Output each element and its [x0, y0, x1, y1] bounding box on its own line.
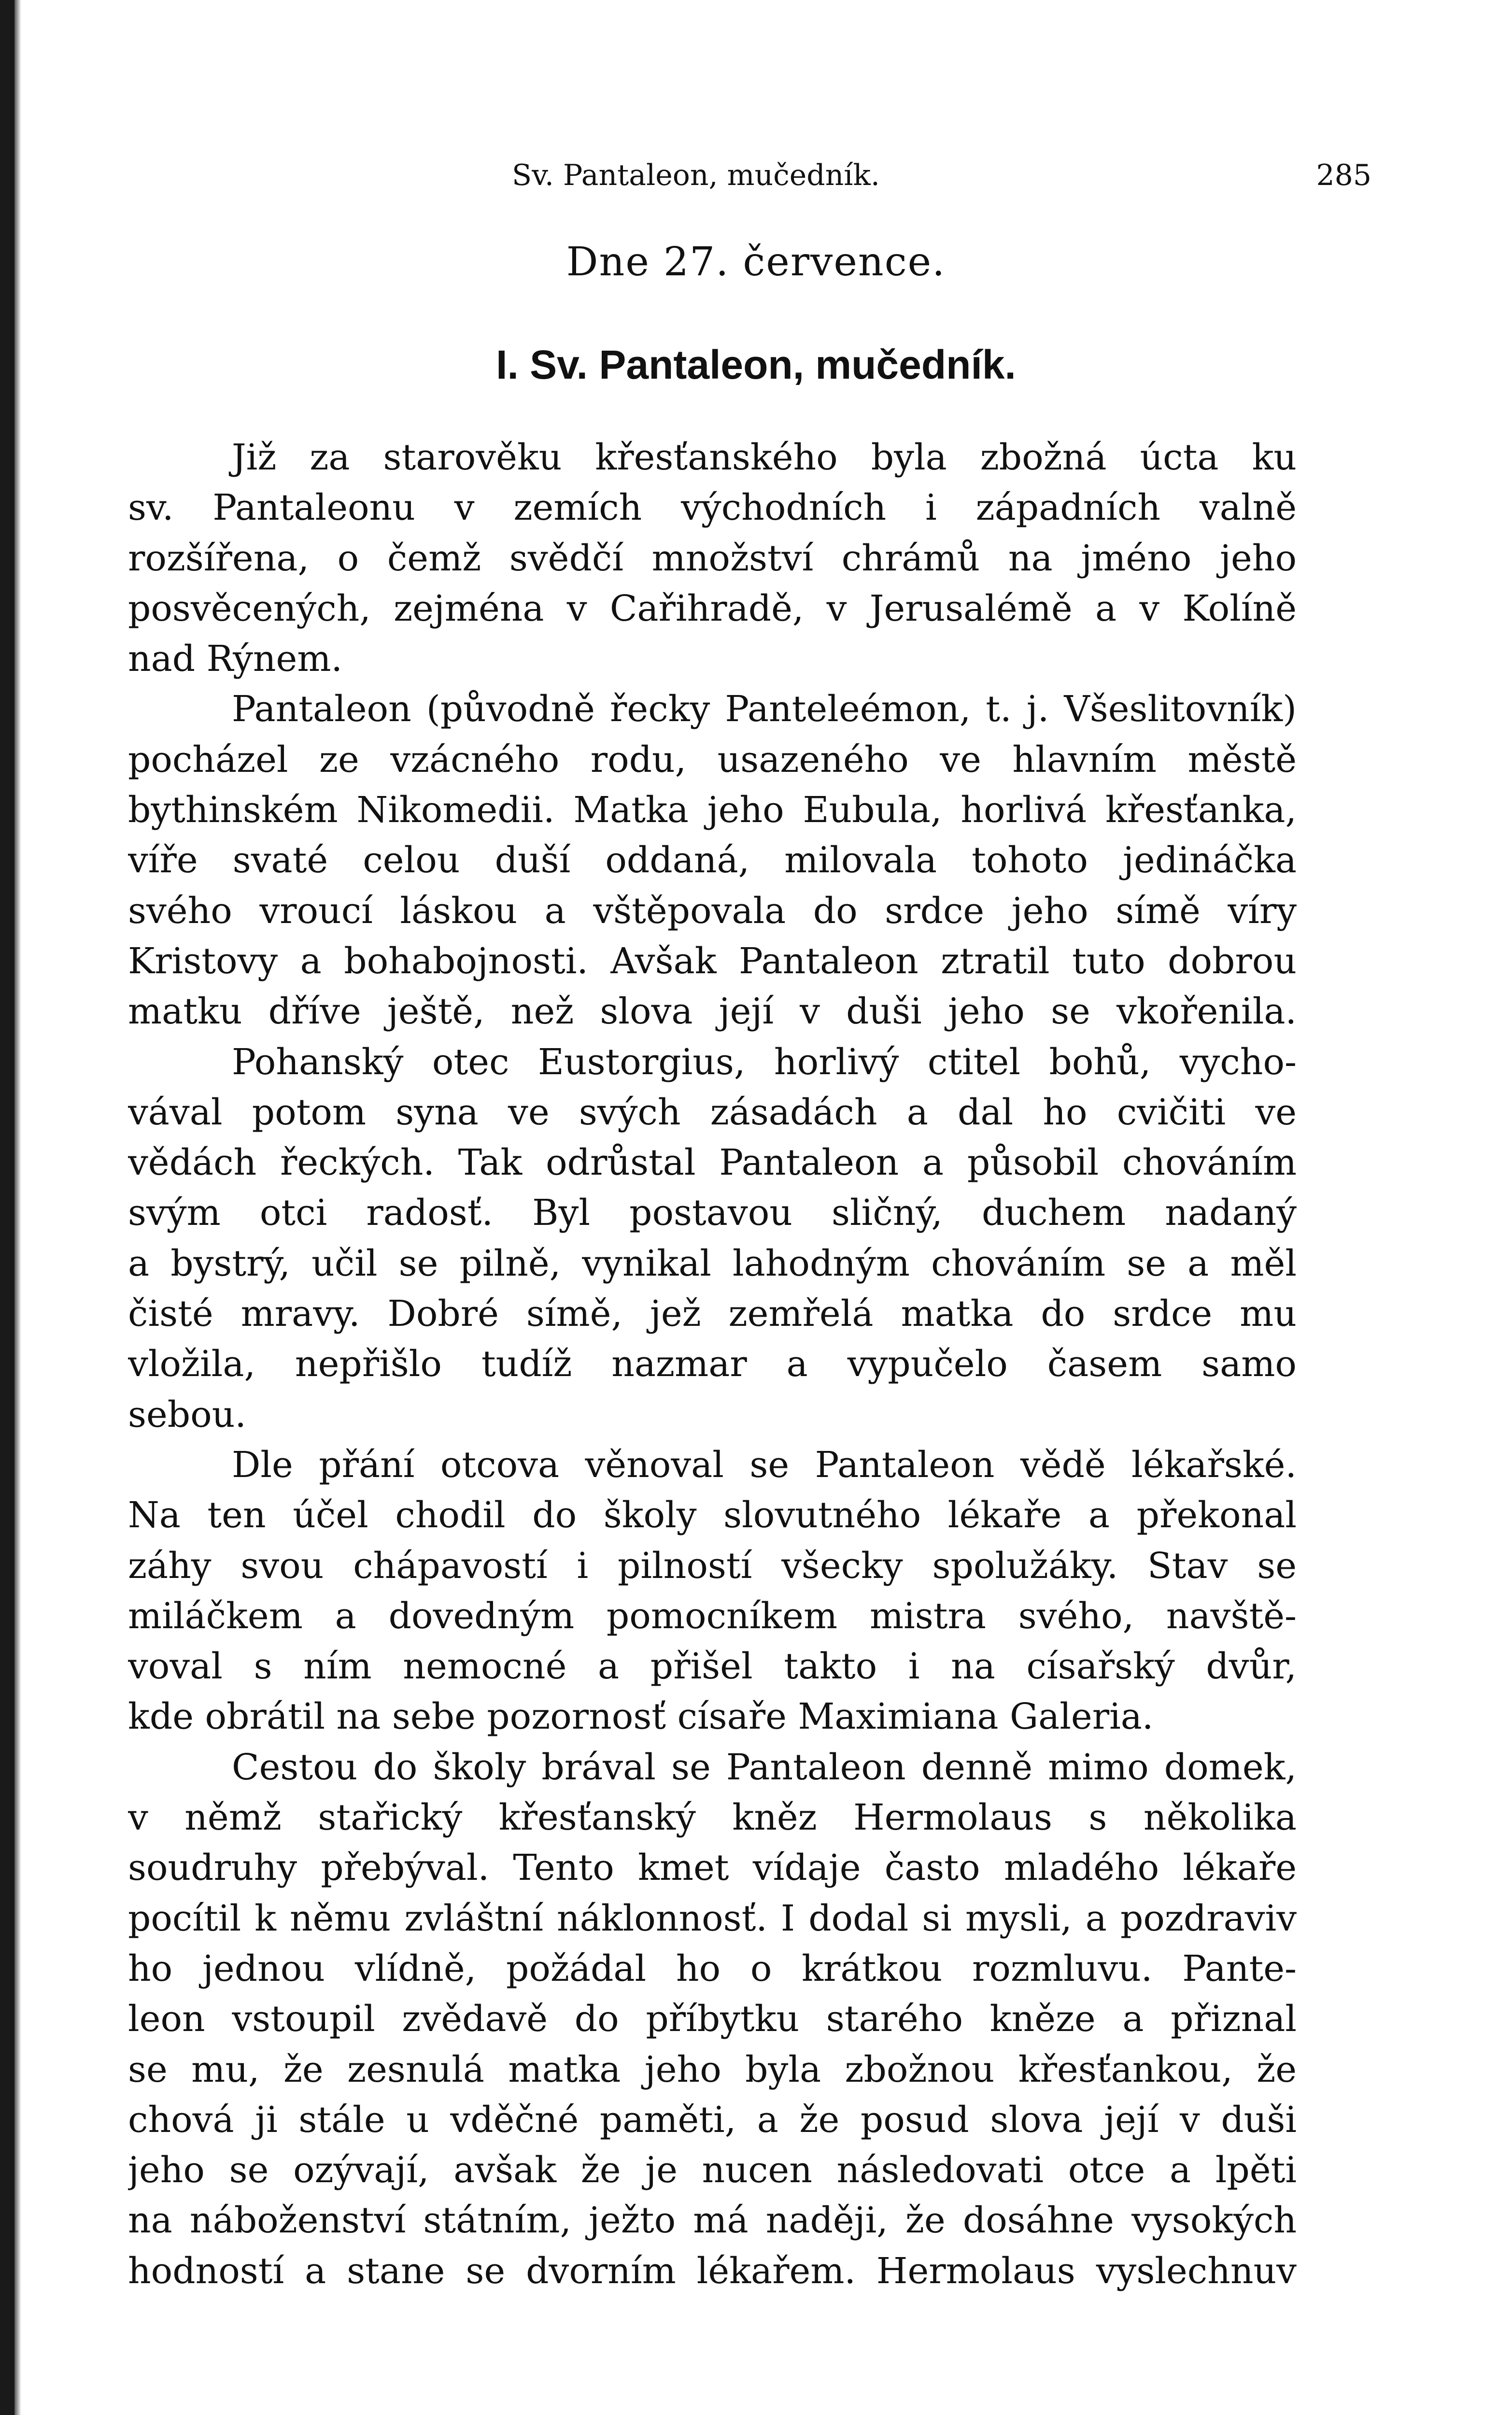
running-head	[512, 154, 1381, 197]
text-line: čisté mravy. Dobré símě, jež zemřelá matka do srdce mu	[128, 1293, 1297, 1335]
text-line: miláčkem a dovedným pomocníkem mistra svého, navště-	[128, 1595, 1297, 1637]
text-line: hodností a stane se dvorním lékařem. Hermolaus vyslechnuv	[128, 2250, 1297, 2292]
running-head-title: Sv. Pantaleon, mučedník.	[512, 158, 880, 192]
text-line: nad Rýnem.	[128, 638, 343, 680]
text-line: rozšířena, o čemž svědčí množství chrámů na jméno jeho	[128, 537, 1297, 579]
text-line: pocítil k němu zvláštní náklonnosť. I dodal si mysli, a pozdraviv	[128, 1897, 1297, 1939]
text-line: v němž stařický křesťanský kněz Hermolaus s několika	[128, 1797, 1297, 1839]
page-number: 285	[1316, 158, 1371, 192]
text-line: sv. Pantaleonu v zemích východních i západních valně	[128, 487, 1297, 529]
text-line: sebou.	[128, 1393, 246, 1435]
text-line: Již za starověku křesťanského byla zbožná úcta ku	[232, 437, 1297, 478]
text-line: vědách řeckých. Tak odrůstal Pantaleon a působil chováním	[128, 1142, 1297, 1184]
text-line: se mu, že zesnulá matka jeho byla zbožnou křesťankou, že	[128, 2048, 1297, 2090]
text-line: bythinském Nikomedii. Matka jeho Eubula, horlivá křesťanka,	[128, 789, 1297, 831]
text-line: a bystrý, učil se pilně, vynikal lahodným chováním se a měl	[128, 1242, 1297, 1284]
chapter-heading: I. Sv. Pantaleon, mučedník.	[496, 342, 1016, 387]
text-line: víře svaté celou duší oddaná, milovala tohoto jedináčka	[128, 839, 1297, 881]
text-line: záhy svou chápavostí i pilností všecky spolužáky. Stav se	[128, 1545, 1297, 1587]
text-line: leon vstoupil zvědavě do příbytku starého kněze a přiznal	[128, 1998, 1297, 2040]
text-line: ho jednou vlídně, požádal ho o krátkou rozmluvu. Pante-	[128, 1947, 1297, 1989]
text-line: posvěcených, zejména v Cařihradě, v Jerusalémě a v Kolíně	[128, 587, 1297, 629]
date-heading: Dne 27. července.	[566, 239, 946, 285]
text-line: kde obrátil na sebe pozornosť císaře Maximiana Galeria.	[128, 1696, 1154, 1738]
text-line: vložila, nepřišlo tudíž nazmar a vypučelo časem samo	[128, 1343, 1297, 1385]
text-line: jeho se ozývají, avšak že je nucen následovati otce a lpěti	[128, 2149, 1297, 2191]
text-line: voval s ním nemocné a přišel takto i na císařský dvůr,	[128, 1646, 1297, 1688]
text-line: chová ji stále u vděčné paměti, a že posud slova její v duši	[128, 2099, 1297, 2141]
text-line: svého vroucí láskou a vštěpovala do srdce jeho símě víry	[128, 890, 1297, 932]
text-line: soudruhy přebýval. Tento kmet vídaje často mladého lékaře	[128, 1847, 1297, 1889]
text-line: pocházel ze vzácného rodu, usazeného ve hlavním městě	[128, 739, 1297, 781]
body-text	[128, 432, 1297, 2296]
text-line: Na ten účel chodil do školy slovutného lékaře a překonal	[128, 1494, 1297, 1536]
text-line: svým otci radosť. Byl postavou sličný, duchem nadaný	[128, 1192, 1297, 1234]
text-line: Cestou do školy brával se Pantaleon denně mimo domek,	[232, 1746, 1297, 1788]
text-line: Pantaleon (původně řecky Panteleémon, t. j. Všeslitovník)	[232, 688, 1297, 730]
text-line: matku dříve ještě, než slova její v duši jeho se vkořenila.	[128, 991, 1297, 1033]
text-line: vával potom syna ve svých zásadách a dal ho cvičiti ve	[128, 1091, 1297, 1133]
text-line: Dle přání otcova věnoval se Pantaleon vědě lékařské.	[232, 1444, 1297, 1486]
text-line: Pohanský otec Eustorgius, horlivý ctitel bohů, vycho-	[232, 1041, 1297, 1083]
text-line: Kristovy a bohabojnosti. Avšak Pantaleon ztratil tuto dobrou	[128, 940, 1297, 982]
text-line: na náboženství státním, ježto má naději, že dosáhne vysokých	[128, 2200, 1297, 2242]
